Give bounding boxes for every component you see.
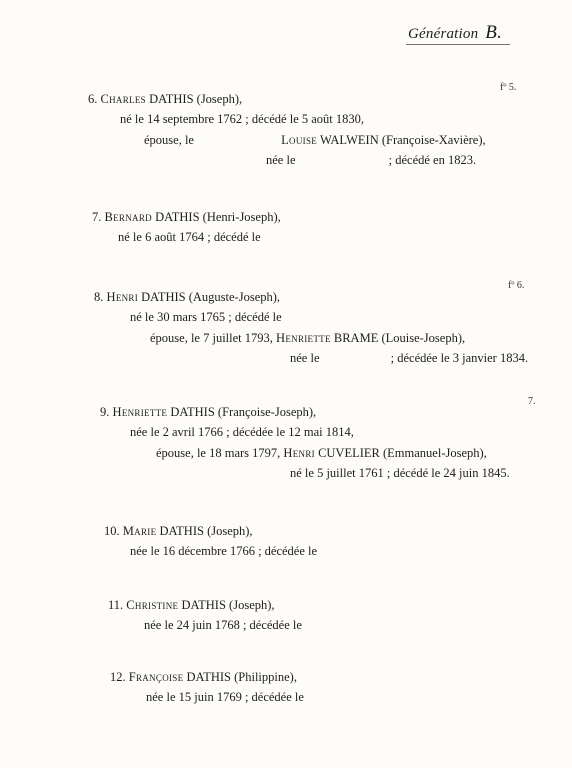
generation-label: Génération: [408, 26, 479, 42]
spouse-parent: (Louise-Joseph),: [381, 331, 466, 345]
spouse-birth: née le: [266, 153, 296, 167]
spouse-surname: WALWEIN: [319, 133, 379, 147]
entry-number: 12.: [110, 670, 126, 684]
spouse-surname: CUVELIER: [318, 446, 380, 460]
marriage-text: épouse, le 7 juillet 1793,: [150, 331, 273, 345]
spouse-given-name: Louise: [281, 133, 318, 147]
birth-death-line: née le 24 juin 1768 ; décédée le: [144, 618, 302, 632]
surname: DATHIS: [149, 92, 194, 106]
spouse-given-name: Henriette: [276, 331, 331, 345]
given-name: Marie: [122, 524, 157, 538]
entry-7-heading: [92, 210, 281, 225]
parent-name: (Philippine),: [234, 670, 297, 684]
generation-letter: B.: [485, 22, 503, 43]
parent-name: (Henri-Joseph),: [202, 210, 281, 224]
birth-death-line: née le 15 juin 1769 ; décédée le: [146, 690, 304, 704]
entry-6-heading: [88, 92, 242, 107]
entry-12-heading: [110, 670, 297, 685]
birth-death-line: née le 2 avril 1766 ; décédée le 12 mai 1814,: [130, 425, 354, 439]
parent-name: (Joseph),: [229, 598, 275, 612]
marriage-line: [144, 133, 486, 148]
spouse-surname: BRAME: [333, 331, 379, 345]
entry-10-heading: [104, 524, 253, 539]
birth-death-line: né le 30 mars 1765 ; décédé le: [130, 310, 282, 324]
spouse-death: ; décédée le 3 janvier 1834.: [390, 351, 529, 365]
marriage-text: épouse, le 18 mars 1797,: [156, 446, 281, 460]
entry-number: 10.: [104, 524, 120, 538]
given-name: Henri: [106, 290, 139, 304]
folio-reference: fº 5.: [500, 82, 517, 93]
birth-death-line: né le 6 août 1764 ; décédé le: [118, 230, 261, 244]
heading-underline: [406, 44, 510, 45]
birth-death-line: née le 16 décembre 1766 ; décédée le: [130, 544, 318, 558]
entry-number: 9.: [100, 405, 110, 419]
spouse-parent: (Emmanuel-Joseph),: [383, 446, 487, 460]
surname: DATHIS: [141, 290, 186, 304]
parent-name: (Joseph),: [207, 524, 253, 538]
surname: DATHIS: [155, 210, 200, 224]
parent-name: (Auguste-Joseph),: [188, 290, 281, 304]
surname: DATHIS: [170, 405, 215, 419]
entry-number: 7.: [92, 210, 102, 224]
given-name: Henriette: [112, 405, 168, 419]
given-name: Christine: [126, 598, 179, 612]
parent-name: (Françoise-Joseph),: [217, 405, 317, 419]
spouse-birth: née le: [290, 351, 320, 365]
folio-reference: 7.: [528, 396, 536, 407]
given-name: Bernard: [104, 210, 152, 224]
entry-11-heading: [108, 598, 275, 613]
surname: DATHIS: [186, 670, 231, 684]
generation-heading: [408, 22, 502, 44]
spouse-parent: (Françoise-Xavière),: [381, 133, 486, 147]
parent-name: (Joseph),: [196, 92, 243, 106]
marriage-line: [156, 446, 487, 461]
spouse-birth-line: [266, 153, 476, 168]
spouse-given-name: Henri: [283, 446, 315, 460]
folio-reference: fº 6.: [508, 280, 525, 291]
entry-number: 8.: [94, 290, 104, 304]
spouse-birth-line: [290, 351, 528, 366]
marriage-line: [150, 331, 465, 346]
given-name: Charles: [100, 92, 146, 106]
spouse-birth-line: né le 5 juillet 1761 ; décédé le 24 juin 1845.: [290, 466, 510, 480]
surname: DATHIS: [181, 598, 226, 612]
marriage-text: épouse, le: [144, 133, 194, 147]
given-name: Françoise: [128, 670, 184, 684]
entry-number: 6.: [88, 92, 98, 106]
surname: DATHIS: [159, 524, 204, 538]
entry-9-heading: [100, 405, 316, 420]
entry-number: 11.: [108, 598, 124, 612]
entry-8-heading: [94, 290, 280, 305]
spouse-death: ; décédé en 1823.: [388, 153, 477, 167]
birth-death-line: né le 14 septembre 1762 ; décédé le 5 août 1830,: [120, 112, 365, 126]
